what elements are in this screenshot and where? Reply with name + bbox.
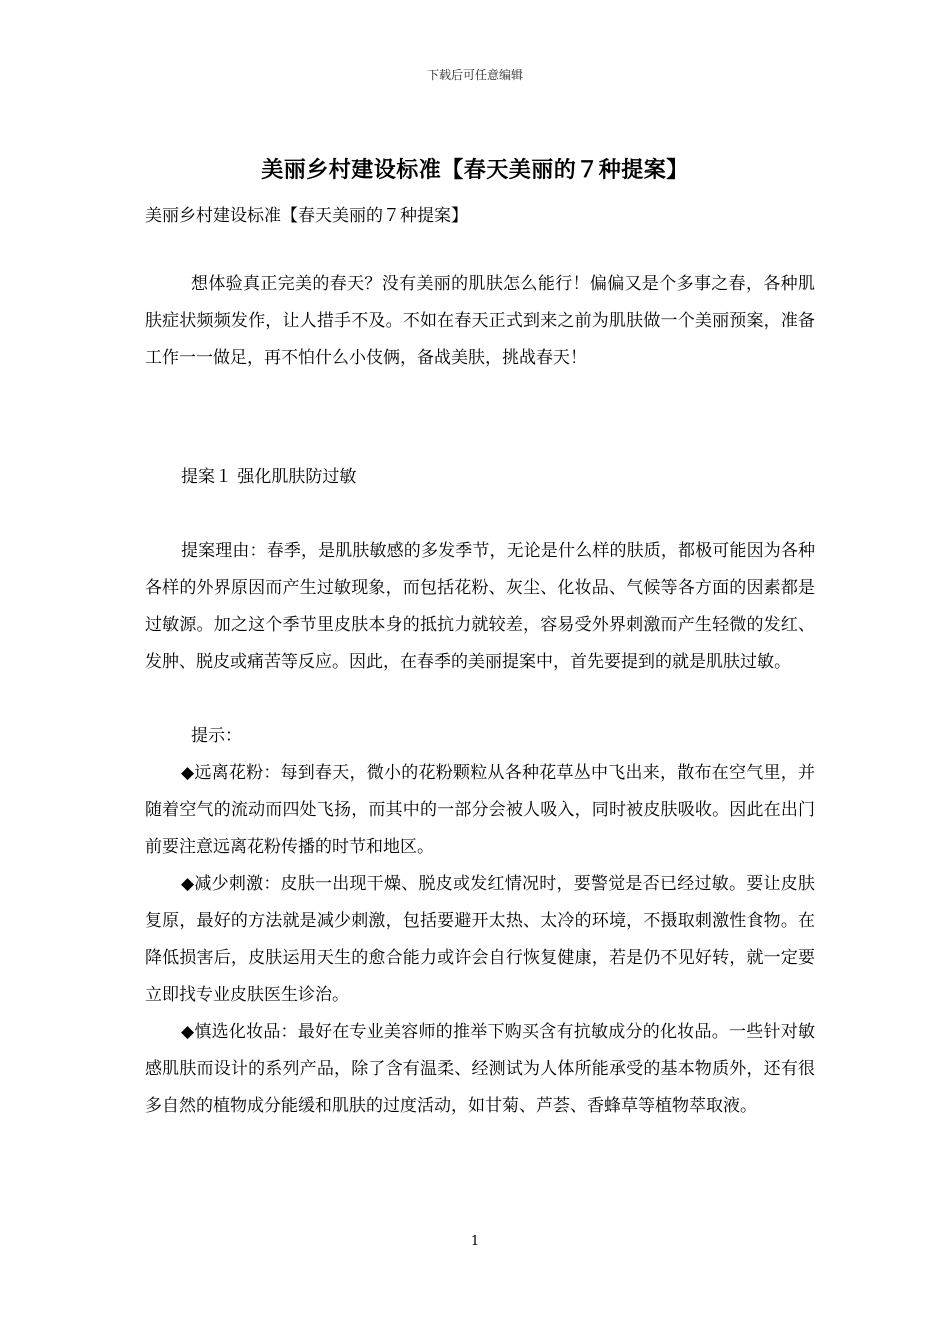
document-body bbox=[145, 266, 815, 1125]
document-subtitle: 美丽乡村建设标准【春天美丽的７种提案】 bbox=[145, 206, 468, 226]
page-header: 下载后可任意编辑 bbox=[426, 68, 523, 82]
proposal-heading: 提案１ 强化肌肤防过敏 bbox=[181, 467, 357, 487]
tip-paragraph-cosmetics: ◆慎选化妆品：最好在专业美容师的推举下购买含有抗敏成分的化妆品。一些针对敏感肌肤而设计的系列产品，除了含有温柔、经测试为人体所能承受的基本物质外，还有很多自然的植物成分能缓和肌肤的过度活动，如甘菊、芦荟、香蜂草等植物萃取液。 bbox=[145, 1022, 815, 1116]
proposal-reason-paragraph: 提案理由：春季，是肌肤敏感的多发季节，无论是什么样的肤质，都极可能因为各种各样的外界原因而产生过敏现象，而包括花粉、灰尘、化妆品、气候等各方面的因素都是过敏源。加之这个季节里皮肤本身的抵抗力就较差，容易受外界刺激而产生轻微的发红、发肿、脱皮或痛苦等反应。因此，在春季的美丽提案中，首先要提到的就是肌肤过敏。 bbox=[145, 541, 815, 672]
tip-paragraph-pollen: ◆远离花粉：每到春天，微小的花粉颗粒从各种花草丛中飞出来，散布在空气里，并随着空气的流动而四处飞扬，而其中的一部分会被人吸入，同时被皮肤吸收。因此在出门前要注意远离花粉传播的时节和地区。 bbox=[145, 763, 815, 857]
page-number: 1 bbox=[470, 1234, 480, 1249]
document-title: 美丽乡村建设标准【春天美丽的７种提案】 bbox=[261, 157, 689, 183]
tip-paragraph-irritation: ◆减少刺激：皮肤一出现干燥、脱皮或发红情况时，要警觉是否已经过敏。要让皮肤复原，最好的方法就是减少刺激，包括要避开太热、太冷的环境，不摄取刺激性食物。在降低损害后，皮肤运用天生的愈合能力或许会自行恢复健康，若是仍不见好转，就一定要立即找专业皮肤医生诊治。 bbox=[145, 874, 815, 1005]
spacer bbox=[145, 496, 815, 533]
intro-paragraph: 想体验真正完美的春天？没有美丽的肌肤怎么能行！偏偏又是个多事之春，各种肌肤症状频频发作，让人措手不及。不如在春天正式到来之前为肌肤做一个美丽预案，准备工作一一做足，再不怕什么小伎俩，备战美肤，挑战春天！ bbox=[145, 274, 815, 368]
tips-label: 提示： bbox=[191, 726, 242, 746]
spacer bbox=[145, 681, 815, 718]
spacer bbox=[145, 377, 815, 459]
